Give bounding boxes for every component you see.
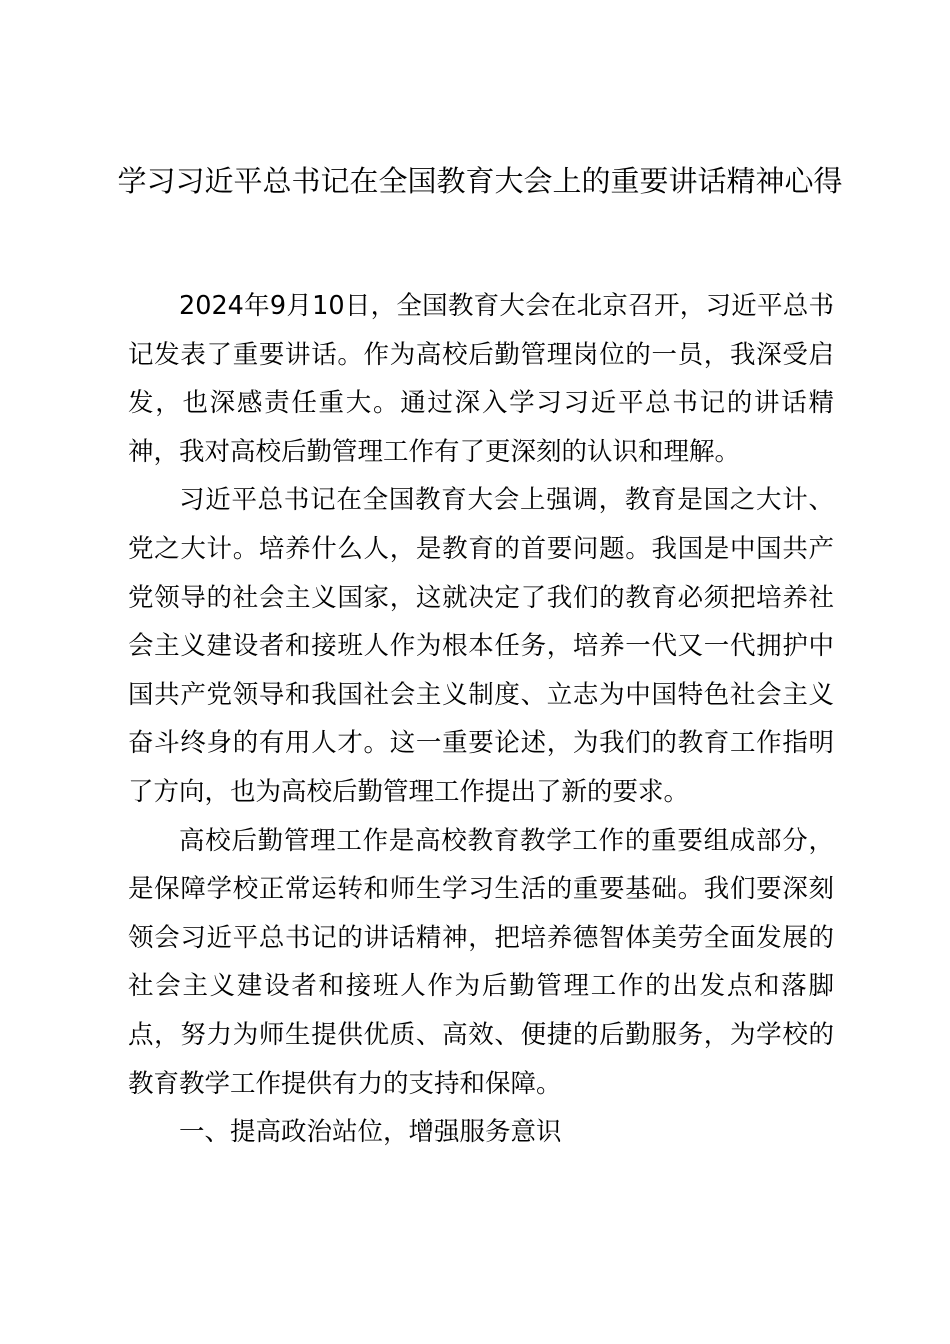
- paragraph-2: 习近平总书记在全国教育大会上强调，教育是国之大计、党之大计。培养什么人，是教育的首要问题。我国是中国共产党领导的社会主义国家，这就决定了我们的教育必须把培养社会主义建设者和接班人作为根本任务，培养一代又一代拥护中国共产党领导和我国社会主义制度、立志为中国特色社会主义奋斗终身的有用人才。这一重要论述，为我们的教育工作指明了方向，也为高校后勤管理工作提出了新的要求。: [128, 485, 834, 807]
- document-body: [128, 282, 834, 1157]
- paragraph-1: 2024年9月10日，全国教育大会在北京召开，习近平总书记发表了重要讲话。作为高校后勤管理岗位的一员，我深受启发，也深感责任重大。通过深入学习习近平总书记的讲话精神，我对高校后勤管理工作有了更深刻的认识和理解。: [128, 291, 834, 467]
- paragraph-3: 高校后勤管理工作是高校教育教学工作的重要组成部分，是保障学校正常运转和师生学习生活的重要基础。我们要深刻领会习近平总书记的讲话精神，把培养德智体美劳全面发展的社会主义建设者和接班人作为后勤管理工作的出发点和落脚点，努力为师生提供优质、高效、便捷的后勤服务，为学校的教育教学工作提供有力的支持和保障。: [128, 825, 834, 1099]
- section-heading: 一、提高政治站位，增强服务意识: [179, 1117, 562, 1148]
- document-title: 学习习近平总书记在全国教育大会上的重要讲话精神心得: [117, 164, 843, 198]
